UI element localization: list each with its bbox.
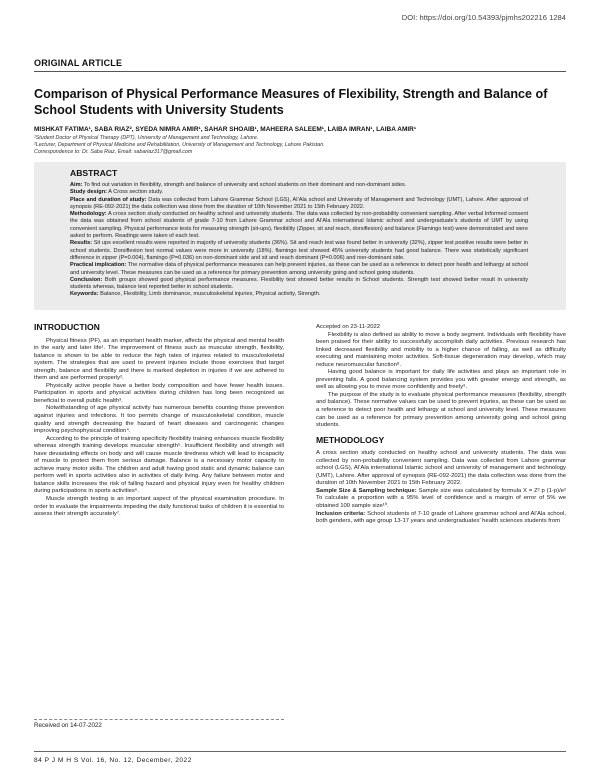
abstract-methodology: Methodology: A cross section study conducted on healthy school and university students. The data was collected by non-probability convenient sampling. After verbal Informed consent the data was obtained from school students of grade 7-10 from Lahore Grammar school and Al’Ala international Islamic school and undergraduate’s students of UMT by using convenient sampling. Physical performance tests for measuring strength (sit-ups), flexibility (Zipper, sit and reach, dorsiflexion) and balance (Flamingo test) were demonstrated and were asked to perform. Readings were taken of each test.: [70, 211, 528, 240]
body-paragraph: The purpose of the study is to evaluate physical performance measures (flexibility, strength and balance). These normative values can be used to prevent injuries, as these can be used as a reference to detect poor health and lethargy at school and university level. These measures can be used as a reference for primary prevention among university going and school going students.: [316, 391, 566, 429]
abstract-results: Results: Sit ups excellent results were reported in majority of university students (36%). Sit and reach test was found better in university (32%), zipper test positive results were better in school students. Dorsiflexion test normal values were more in university (18%). flamingo test showed 45% university students had good balance. There was statistically significant difference in zipper (P=0.004), flamingo (P=0.036) on non-dominant side and sit and reach dominant (P=0.006) and non-dominant side.: [70, 240, 528, 261]
body-paragraph: Having good balance is important for daily life activities and plays an important role in preventing falls. A good balancing system provides you with greater energy and strength, as well as allowing you to move more confidently and freely⁹.: [316, 369, 566, 391]
abstract-conclusion: Conclusion: Both groups showed good physical performance measures. Flexibility test showed better results in School students. Strength test showed better result in university students whereas, balance test reported better in school students.: [70, 276, 528, 291]
abstract-keywords: Keywords: Balance, Flexibility, Limb dominance, musculoskeletal injuries, Physical activity, Strength.: [70, 291, 321, 298]
accepted-date: Accepted on 23-11-2022: [316, 324, 381, 330]
received-divider: [34, 719, 284, 720]
body-paragraph: Flexibility is also defined as ability to move a body segment. Individuals with flexibility have been praised for their ability to successfully accomplish daily activities. Previous research has linked decreased flexibility and mobility to a higher chance of falling, as well as difficulty executing and maintaining motor activities. Soft-tissue degeneration may develop, which may reduce neuromuscular function⁸.: [316, 331, 566, 368]
intro-paragraph: Muscle strength testing is an important aspect of the physical examination procedure. In order to evaluate the impairments impeding the daily functional tasks of children it is essential to assess their strength accurately⁷.: [34, 496, 284, 518]
doi-link[interactable]: DOI: https://doi.org/10.54393/pjmhs202216 1284: [401, 13, 566, 22]
affiliation-2: ²Lecturer, Department of Physical Medicine and Rehabilitation, University of Management and Technology, Lahore Pakistan.: [34, 142, 325, 148]
sample-size-paragraph: Sample Size & Sampling technique: Sample size was calculated by formula X = Z² p (1-p)/e² To calculate a proportion with a 95% level of confidence and a margin of error of 5% we obtained 100 sample size¹⁰.: [316, 487, 566, 510]
footer-divider: [34, 751, 566, 752]
left-column: [34, 324, 284, 519]
methodology-paragraph: A cross section study conducted on healthy school and university students. The data was collected by non-probability convenient sampling. Data was collected from Lahore grammar school (LGS), Al’Ala international Islamic school and university of management and technology (UMT), Lahore. After approval of synopsis (RE-092-2021) the data collection was done from the duration of 10th November 2021 to 15th February 2022.: [316, 450, 566, 487]
intro-paragraph: Notwithstanding of age physical activity has numerous benefits counting those prevention against injuries and infections. It too permits change of musculoskeletal condition, muscle quality and strength decreasing the hazard of heart diseases and carcinogenic changes improving psychophysical condition⁴.: [34, 405, 284, 435]
abstract-study-design: Study design: A Cross section study.: [70, 189, 164, 196]
right-column: [316, 324, 566, 526]
article-title: Comparison of Physical Performance Measures of Flexibility, Strength and Balance of School Students with University Students: [34, 87, 548, 117]
abstract-body: [70, 182, 528, 299]
introduction-heading: INTRODUCTION: [34, 322, 100, 332]
header-divider: [34, 71, 566, 72]
article-type-label: ORIGINAL ARTICLE: [34, 58, 123, 68]
abstract-place-duration: Place and duration of study: Data was collected from Lahore Grammar School (LGS), Al’Ala school and University of Management and Technology (UMT), Lahore. After approval of synopsis (RE-092-2021) the data collection was done from the duration of 10th November 2021 to 15th February 2022.: [70, 196, 528, 210]
affiliation-1: ¹Student Doctor of Physical Therapy (DPT), University of Management and Technology, Lahore.: [34, 135, 259, 141]
abstract-heading: ABSTRACT: [70, 168, 118, 178]
received-date: Received on 14-07-2022: [34, 722, 102, 729]
intro-paragraph: Physically active people have a better body composition and have fewer health issues. Participation in sports and physical activities during children has long been recognized as beneficial to overall public health³.: [34, 382, 284, 404]
abstract-practical-implication: Practical implication: The normative data of physical performance measures can help prevent injuries, as these can be used as a reference to detect poor health and lethargy at school and university level. These measures can be used as a reference for primary prevention among university going and school going students.: [70, 262, 528, 276]
methodology-heading: METHODOLOGY: [316, 434, 385, 445]
correspondence: Correspondence to: Dr. Saba Riaz, Email: sabariaz317@gmail.com: [34, 149, 193, 155]
intro-paragraph: Physical fitness (PF), as an important health marker, affects the physical and mental health in the early and later life¹. The improvement of fitness such as muscular strength, flexibility, balance is shown to be able to reduce the high rates of injuries related to musculoskeletal system. The strategies that are used to prevent injuries include those exercises that target strength, balance and flexibility and there is marked depletion in injuries if we are adhered to them and are performed properly².: [34, 337, 284, 382]
abstract-aim: Aim: To find out variation in flexibility, strength and balance of university and school students on their dominant and non-dominant sides.: [70, 182, 407, 188]
page-footer: 84 P J M H S Vol. 16, No. 12, December, 2022: [34, 757, 192, 764]
author-list: MISHKAT FATIMA¹, SABA RIAZ², SYEDA NIMRA AMIR¹, SAHAR SHOAIB¹, MAHEERA SALEEM¹, LAIBA IMRAN¹, LAIBA AMIR¹: [34, 126, 417, 133]
intro-paragraph: According to the principle of training specificity flexibility training enhances muscle flexibility whereas strength training develops muscular strength⁵. Insufficient flexibility and strength will have devastating effects on body and will cause muscle tiredness which will lead to incapacity of muscle to protect them from serious damage. Balance is a necessary motor capacity to achieve many motor skills. The children and adult having good static and dynamic balance can perform well in sports activities also in activities of daily living. Any failure between motor and balance skills increases the risk of falling hazard and physical injury even for healthy children during participations in sports activities⁶.: [34, 435, 284, 495]
inclusion-criteria-paragraph: Inclusion criteria: School students of 7-10 grade of Lahore grammar school and Al’Ala school, both genders, with age group 13-17 years and undergraduates’ health sciences students from: [316, 510, 566, 525]
